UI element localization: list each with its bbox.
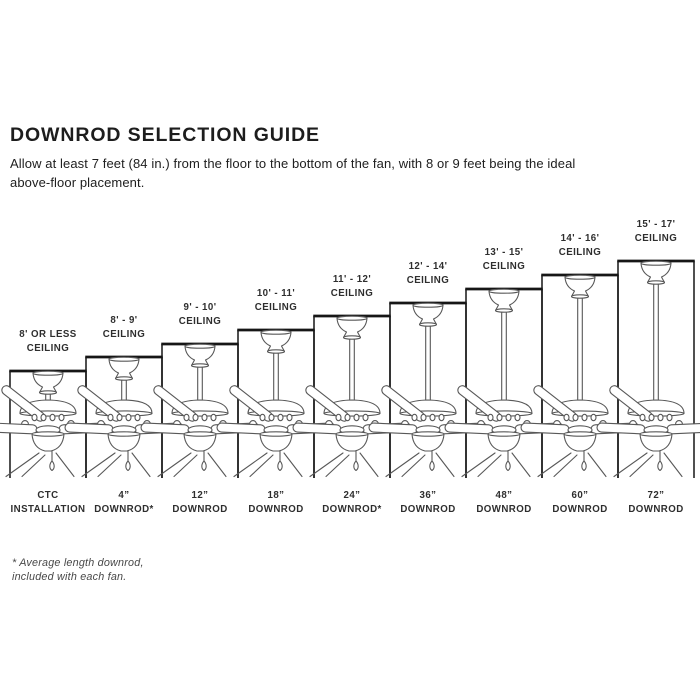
subtitle-line-2: above-floor placement. xyxy=(10,174,145,190)
ceiling-range-text: 8' OR LESS xyxy=(19,329,77,340)
downrod-word-text: DOWNROD* xyxy=(322,503,382,515)
ceiling-range-text: 12' - 14' xyxy=(408,261,448,272)
downrod-size-text: 24” xyxy=(343,490,361,501)
downrod-size-text: 36” xyxy=(419,490,437,501)
ceiling-word-text: CEILING xyxy=(26,342,70,354)
downrod-size-text: 48” xyxy=(495,490,513,501)
ceiling-word-text: CEILING xyxy=(406,274,450,286)
page-title: DOWNROD SELECTION GUIDE xyxy=(10,124,320,146)
downrod-word-text: DOWNROD xyxy=(172,503,228,515)
downrod-word-text: INSTALLATION xyxy=(10,503,86,515)
downrod-size-label xyxy=(596,489,700,516)
downrod-size-text: 4” xyxy=(118,490,130,501)
downrod-word-text: DOWNROD xyxy=(400,503,456,515)
downrod-word-text: DOWNROD xyxy=(248,503,304,515)
downrod-size-text: 18” xyxy=(267,490,285,501)
downrod-size-text: CTC xyxy=(37,490,59,501)
ceiling-word-text: CEILING xyxy=(482,260,526,272)
ceiling-range-text: 14' - 16' xyxy=(560,233,600,244)
downrod-size-text: 12” xyxy=(191,490,209,501)
ceiling-range-text: 13' - 15' xyxy=(484,247,524,258)
ceiling-word-text: CEILING xyxy=(178,315,222,327)
downrod-word-text: DOWNROD xyxy=(552,503,608,515)
footnote-line-1: * Average length downrod, xyxy=(12,557,144,569)
ceiling-word-text: CEILING xyxy=(330,287,374,299)
footnote-line-2: included with each fan. xyxy=(12,570,127,583)
ceiling-word-text: CEILING xyxy=(254,301,298,313)
ceiling-word-text: CEILING xyxy=(558,246,602,258)
downrod-word-text: DOWNROD* xyxy=(94,503,154,515)
ceiling-range-text: 10' - 11' xyxy=(256,288,296,299)
downrod-size-text: 60” xyxy=(571,490,589,501)
ceiling-range-text: 8' - 9' xyxy=(110,315,138,326)
downrod-word-text: DOWNROD xyxy=(476,503,532,515)
downrod-size-text: 72” xyxy=(647,490,665,501)
ceiling-word-text: CEILING xyxy=(634,232,678,244)
subtitle-line-1: Allow at least 7 feet (84 in.) from the floor to the bottom of the fan, with 8 or 9 feet being the ideal xyxy=(10,156,576,171)
ceiling-range-text: 9' - 10' xyxy=(183,302,217,313)
downrod-word-text: DOWNROD xyxy=(628,503,684,515)
ceiling-height-label xyxy=(596,218,700,245)
ceiling-word-text: CEILING xyxy=(102,328,146,340)
ceiling-range-text: 15' - 17' xyxy=(636,219,676,230)
footnote xyxy=(12,557,144,585)
ceiling-range-text: 11' - 12' xyxy=(332,274,372,285)
